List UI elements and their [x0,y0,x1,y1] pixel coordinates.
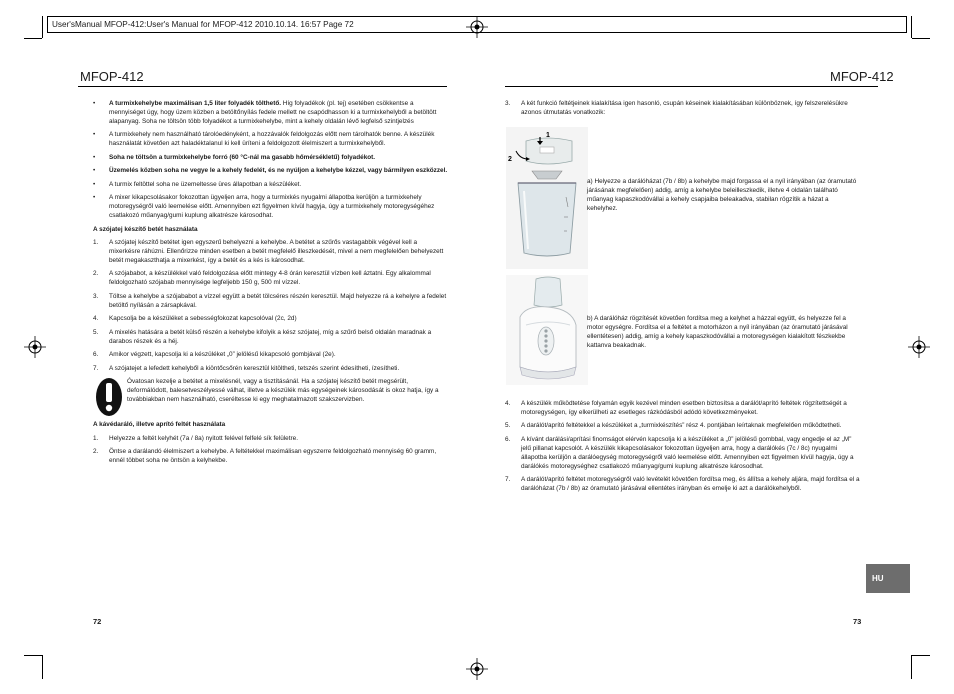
registration-target-icon [24,336,46,358]
language-tab: HU [866,564,910,593]
list-item: 5. A darálót/aprító feltétekkel a készüléket a „turmixkészítés” rész 4. pontjában leírtaknak megfelelően működtetheti. [505,422,842,430]
numbered-list [93,239,448,373]
registration-target-icon [908,336,930,358]
left-header-rule [78,86,447,87]
list-item: 1. A szójatej készítő betétet igen egyszerű behelyezni a kehelybe. A betétet a szűrős vastagabbik végével kell a mixerkésre ráhúzni. Ellenőrizze minden esetben a betét megfelelő illeszkedését, mivel a nem megfelelően behelyezett betét megakaszthatja a mixerkést, így a betét és a kés is károsodhat. [93,239,444,264]
bullet-item: • Üzemelés közben soha ne vegye le a kehely fedelét, és ne nyúljon a kehelybe kézzel, vagy bármilyen eszközzel. [93,167,448,175]
step-a-text: a) Helyezze a darálóházat (7b / 8b) a kehelybe majd forgassa el a nyíl irányában (az óramutató járásának megfelelően) addig, amíg a kehelybe beleilleszkedik, illetve 4 oldalán található műanyag kapaszkodóvállai a kehely csapjaiba beleakadva, stabilan rögzítik a házat a kehelyhez. [587,178,857,212]
left-page-body [93,100,448,470]
crop-mark [911,16,912,38]
list-item: 7. A darálót/aprító feltétet motoregységről való levételét követően fordítsa meg, és állítsa a kehely aljára, majd fordítsa el a darálóházat (7b / 8b) az óramutató járásával ellentétes irányban és emelje ki azt a darálókehelyből. [505,476,860,493]
list-item: 4. Kapcsolja be a készüléket a sebességfokozat kapcsolóval (2c, 2d) [93,315,297,323]
exclamation-warning-icon [95,377,123,417]
motor-unit-illustration [506,275,588,385]
figure-label-2: 2 [508,156,512,163]
right-model-title: MFOP-412 [830,69,894,84]
crop-mark [24,655,42,656]
list-item: 5. A mixelés hatására a betét külső részén a kehelybe kifolyik a kész szójatej, míg a szűrő belső oldalán maradnak a darabos részek és a héj. [93,328,432,345]
crop-mark [911,655,912,679]
crop-mark [912,38,930,39]
registration-target-icon [466,658,488,680]
crop-mark [42,16,43,38]
list-item: 3. A két funkció feltétjeinek kialakítása igen hasonló, csupán késeinek kialakításában különböznek, így felszerelésükre azonos útmutatás vonatkozik: [505,100,848,116]
list-item: 6. A kívánt darálási/aprítási finomságot elérvén kapcsolja ki a készüléket a „0” jelölésű gombbal, vagy engedje el az „M” jelű pillanat kapcsolót. A készülék kikapcsolásakor fokozottan ügyeljen arra, hogy a darálókés (7c / 8c) nyugalmi állapotba kerüljön a darálóegység motoregységről való leemelése előtt. Amennyiben ezt figyelmen kívül hagyja, úgy a darálókés motoregységhez csatlakozó műanyag/gumi kuplung alkatrésze károsodhat. [505,435,854,470]
left-model-title: MFOP-412 [80,69,144,84]
list-item: 1. Helyezze a feltét kelyhét (7a / 8a) nyitott felével felfelé sík felületre. [93,434,298,442]
bullet-item: • Soha ne töltsön a turmixkehelybe forró (60 °C-nál ma gasabb hőmérsékletű) folyadékot. [93,153,376,161]
numbered-list [505,400,860,494]
right-steps [505,400,860,499]
warning-block [93,378,448,416]
bullet-list [93,100,448,221]
page-number-right: 73 [853,617,862,626]
grinder-assembly-illustration [506,127,588,269]
bullet-item: • A mixer kikapcsolásakor fokozottan ügyeljen arra, hogy a turmixkés nyugalmi állapotba kerüljön a turmixkehely motoregységről való leemelése előtt. Amennyiben ezt figyelmen kívül hagyja, úgy a turmixkehely motoregységéhez csatlakozó műanyag/gumi kuplung alkatrésze károsodhat. [93,194,435,220]
list-item: 6. Amikor végzett, kapcsolja ki a készüléket „0” jelölésű kikapcsoló gombjával (2e). [93,351,336,359]
list-item: 4. A készülék működtetése folyamán egyik kezével minden esetben biztosítsa a darálót/aprító feltétek rögzítettségét a motoregységen, így elkerülheti az esetleges rázkódásból adódó következményeket. [505,400,847,416]
crop-mark [912,655,930,656]
crop-mark [24,38,42,39]
list-item: 2. A szójababot, a készülékkel való feldolgozása előtt mintegy 4-8 órán keresztül vízben kell áztatni. Egy alkalommal feldolgozható szójabab mennyisége legfeljebb 150 g, 500 ml vízzel. [93,270,431,287]
page-number-left: 72 [93,617,102,626]
warning-text: Óvatosan kezelje a betétet a mixelésnél, vagy a tisztításánál. Ha a szójatej készítő betét megsérült, deformálódott, balesetveszélyessé válhat, illetve a készülék más egységeinek károsodását is okoz hatja, így a továbbiakban nem használható, cseréltesse ki egy meghatalmazott szakszervizben. [127,378,439,403]
right-header-rule [505,86,878,87]
bullet-item: • A turmixkehelybe maximálisan 1,5 liter folyadék tölthető. Híg folyadékok (pl. tej) esetében csökkentse a mennyiséget úgy, hogy üzem közben a betöltőnyílás fedele mellett ne csapódhasson ki a turmixkehelyből a betöltött alapanyag. Soha ne töltsön több folyadékot a turmixkehelybe, mint a kehely oldalán lévő legfelső szintjelzés [93,100,437,125]
print-header: User'sManual MFOP-412:User's Manual for MFOP-412 2010.10.14. 16:57 Page 72 [47,16,907,33]
figure-label-1: 1 [546,132,550,139]
numbered-list [93,435,448,466]
section-heading: A szójatej készítő betét használata [93,225,198,233]
bullet-item: • A turmix feltöttel soha ne üzemeltesse üres állapotban a készüléket. [93,180,302,188]
crop-mark [42,655,43,679]
list-item: 3. Töltse a kehelybe a szójababot a vízzel együtt a betét tölcséres részén keresztül. Majd helyezze rá a kehelyre a fedelet betöltő nyílásán a zársapkával. [93,292,447,309]
bullet-item: • A turmixkehely nem használható tárolóedényként, a hozzávalók feldolgozás előtt nem tárolhatók benne. A készülék használatát követően azt haladéktalanul ki kell üríteni a feldolgozott élelmiszert a turmixkehelyből. [93,131,435,148]
section-heading: A kávédaráló, illetve aprító feltét használata [93,421,226,429]
list-item: 7. A szójatejet a lefedett kehelyből a kiöntőcsőrén keresztül kitöltheti, tetszés szerint édesítheti, ízesítheti. [93,364,400,372]
right-intro [505,100,855,122]
step-b-text: b) A darálóház rögzítését követően fordítsa meg a kelyhet a házzal együtt, és helyezze fel a motor egységre. Fordítsa el a feltétet a motorházon a nyíl irányában (az óramutató járásával ellentétesen) addig, amíg a kehely kapaszkodóvállai a motoregységen kialakított fészkekbe kattanva beakadnak. [587,315,848,349]
list-item: 2. Öntse a darálandó élelmiszert a kehelybe. A feltétekkel maximálisan egyszerre feldolgozható mennyiség 60 gramm, ennél többet soha ne öntsön a kelyhekbe. [93,448,437,464]
